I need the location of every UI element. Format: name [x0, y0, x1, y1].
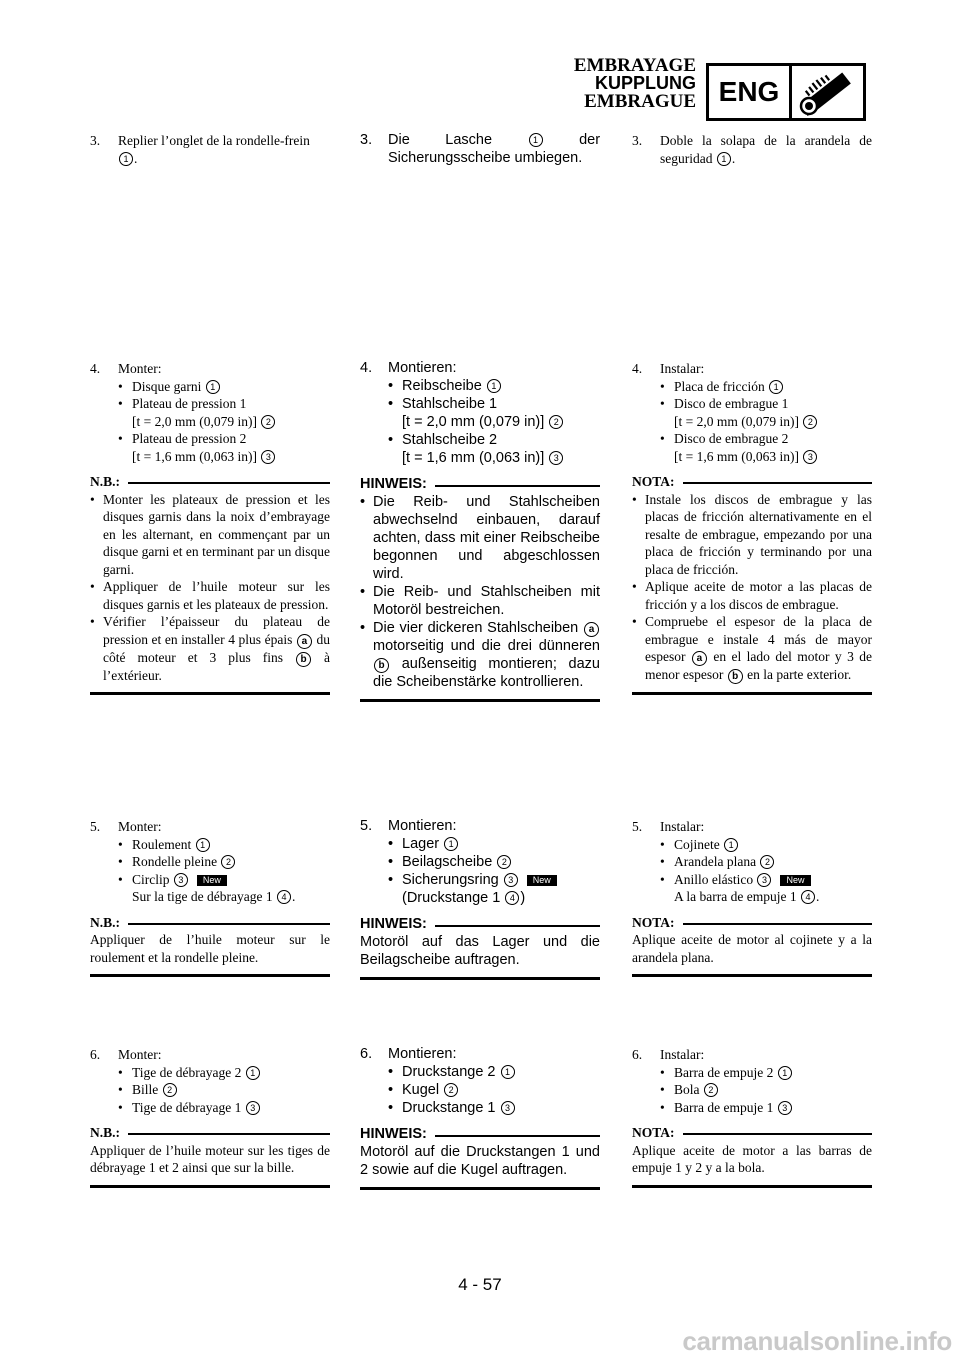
item-label: Lager	[402, 836, 440, 852]
step-text: Die Lasche	[388, 132, 493, 148]
item-label: Barra de empuje 2	[674, 1064, 774, 1080]
es-step-4: 4. Instalar: • Placa de fricción 1 • Disco de embrague 1 [t = 2,0 mm (0,079 in)] 2 • Disco de embrague 2 [t = 1,6 mm (0,063 in)] 3 NOTA: • Instale los discos de embrague y las placas de fricción alternativamente en el resalte de embrague, empezando por una placa de fricción y terminando por una placa de fricción. • Aplique aceite de motor a las placas de fricción y a los discos de embrague. • Compruebe el espesor de la placa de embrague e instale 4 más de mayor espesor a en el lado del motor y 3 de menor espesor b en la parte exterior.	[632, 360, 872, 695]
note-bullet-end: en la parte exterior.	[747, 667, 852, 682]
item-label: Sicherungsring	[402, 872, 499, 888]
callout-3: 3	[174, 873, 188, 887]
item-spec: [t = 2,0 mm (0,079 in)]	[402, 414, 545, 430]
note-box	[632, 1124, 872, 1188]
callout-1: 1	[769, 380, 783, 394]
note-bullet-end: à l’extérieur.	[103, 649, 331, 683]
note-text: Appliquer de l’huile moteur sur le roulement et la rondelle pleine.	[90, 932, 330, 965]
step-number: 3.	[90, 133, 101, 148]
callout-3: 3	[778, 1101, 792, 1115]
step-number: 3.	[360, 132, 373, 148]
note-box: HINWEIS: • Die Reib- und Stahlscheiben abwechselnd einbauen, darauf achten, dass mit einer Reibscheibe begonnen und abgeschlossen wird. • Die Reib- und Stahlscheiben mit Motoröl bestreichen. • Die vier dickeren Stahlscheiben a motorseitig und die drei dünneren b außenseitig montieren; dazu die Scheibenstärke kontrollieren.	[360, 475, 600, 702]
callout-1: 1	[196, 838, 210, 852]
callout-3: 3	[246, 1101, 260, 1115]
note-box	[90, 1124, 330, 1188]
item-label: Disco de embrague 2	[674, 431, 789, 446]
item-label: Placa de fricción	[674, 378, 765, 394]
step-text: Instalar:	[660, 1047, 705, 1062]
note-text: Motoröl auf das Lager und die Beilagscheibe auftragen.	[360, 934, 600, 968]
engine-cylinder-icon	[791, 66, 863, 118]
callout-3: 3	[501, 1101, 515, 1115]
fr-step-3	[90, 132, 330, 167]
item-label: Druckstange 1	[402, 1100, 496, 1116]
callout-1: 1	[529, 133, 543, 147]
callout-2: 2	[549, 415, 563, 429]
note-label: N.B.:	[90, 914, 120, 930]
note-bullet: Die vier dickeren Stahlscheiben	[373, 620, 579, 636]
de-step-6: 6. Montieren: • Druckstange 2 1 • Kugel 2 • Druckstange 1 3 HINWEIS: Motoröl auf die Druckstangen 1 und 2 sowie auf die Kugel auftragen.	[360, 1045, 600, 1190]
note-bullet: Compruebe el espesor de la placa de embrague e instale 4 más de mayor espesor	[645, 614, 872, 664]
callout-a: a	[297, 634, 312, 649]
step-text: Montieren:	[388, 360, 457, 376]
item-spec: [t = 1,6 mm (0,063 in)]	[132, 448, 257, 464]
page-number: 4 - 57	[458, 1275, 502, 1294]
callout-1: 1	[717, 152, 731, 166]
section-badge-label: ENG	[709, 66, 792, 118]
header-title-fr: EMBRAYAGE	[573, 55, 696, 76]
callout-b: b	[296, 652, 311, 667]
callout-1: 1	[246, 1066, 260, 1080]
callout-2: 2	[221, 855, 235, 869]
de-step-5: 5. Montieren: • Lager 1 • Beilagscheibe 2 • Sicherungsring 3 New (Druckstange 1 4 ) HINWEIS: Motoröl auf das Lager und die Beilagscheibe auftragen.	[360, 817, 600, 980]
header-title-es: EMBRAGUE	[584, 91, 696, 112]
note-box: N.B.: • Monter les plateaux de pression et les disques garnis dans la noix d’embrayage en les alternant, en commençant par un disque garni et en terminant par un disque garni. • Appliquer de l’huile moteur sur les disques garnis et les plateaux de pression. • Vérifier l’épaisseur du plateau de pression et en installer 4 plus épais a du côté moteur et 3 plus fins b à l’extérieur.	[90, 473, 330, 695]
watermark: carmanualsonline.info	[682, 1326, 952, 1356]
callout-2: 2	[803, 415, 817, 429]
item-spec: (Druckstange 1	[402, 890, 501, 906]
note-bullet: Die Reib- und Stahlscheiben abwechselnd einbauen, darauf achten, dass mit einer Reibscheibe begonnen und abgeschlossen wird.	[373, 494, 600, 582]
note-box	[360, 915, 600, 980]
item-label: Plateau de pression 2	[132, 431, 247, 446]
item-spec: A la barra de empuje 1	[674, 889, 797, 904]
callout-2: 2	[497, 855, 511, 869]
step-number: 6.	[360, 1046, 373, 1062]
de-step-4: 4. Montieren: • Reibscheibe 1 • Stahlscheibe 1 [t = 2,0 mm (0,079 in)] 2 • Stahlscheibe 2 [t = 1,6 mm (0,063 in)] 3 HINWEIS: • Die Reib- und Stahlscheiben abwechselnd einbauen, darauf achten, dass mit einer Reibscheibe begonnen und abgeschlossen wird. • Die Reib- und Stahlscheiben mit Motoröl bestreichen. • Die vier dickeren Stahlscheiben a motorseitig und die drei dünneren b außenseitig montieren; dazu die Scheibenstärke kontrollieren.	[360, 359, 600, 702]
step-number: 5.	[360, 818, 373, 834]
es-step-6: 6. Instalar: • Barra de empuje 2 1 • Bola 2 • Barra de empuje 1 3 NOTA: Aplique aceite de motor a las barras de empuje 1 y 2 y a la bola.	[632, 1046, 872, 1188]
callout-1: 1	[206, 380, 220, 394]
step-number: 3.	[632, 133, 643, 148]
callout-2: 2	[704, 1083, 718, 1097]
note-bullet-cont: motorseitig und die drei dünneren	[373, 638, 600, 654]
item-label: Barra de empuje 1	[674, 1099, 774, 1115]
callout-3: 3	[549, 451, 563, 465]
note-bullet: Appliquer de l’huile moteur sur les disques garnis et les plateaux de pression.	[103, 579, 330, 612]
callout-4: 4	[801, 890, 815, 904]
note-label: NOTA:	[632, 914, 675, 930]
de-step-3	[360, 131, 600, 167]
item-label: Reibscheibe	[402, 378, 482, 394]
item-label: Stahlscheibe 1	[402, 396, 498, 412]
callout-1: 1	[444, 837, 458, 851]
note-bullet: Instale los discos de embrague y las placas de fricción alternativamente en el resalte de embrague, empezando por una placa de fricción y terminando por una placa de fricción.	[645, 491, 872, 577]
step-text: Doble la solapa de la arandela de seguridad	[660, 133, 872, 166]
callout-b: b	[374, 658, 389, 673]
step-text: Montieren:	[388, 818, 457, 834]
note-bullet-cont: en el lado del motor y 3 de menor espesor	[645, 649, 872, 682]
item-spec: [t = 2,0 mm (0,079 in)]	[674, 413, 799, 429]
item-label: Stahlscheibe 2	[402, 432, 498, 448]
callout-4: 4	[505, 891, 519, 905]
note-bullet: Aplique aceite de motor a las placas de fricción y a los discos de embrague.	[645, 579, 872, 612]
note-label: HINWEIS:	[360, 476, 427, 492]
step-number: 6.	[632, 1047, 643, 1062]
fr-step-4: 4. Monter: • Disque garni 1 • Plateau de pression 1 [t = 2,0 mm (0,079 in)] 2 • Plateau de pression 2 [t = 1,6 mm (0,063 in)] 3 N.B.: • Monter les plateaux de pression et les disques garnis dans la noix d’embrayage en les alternant, en commençant par un disque garni et en terminant par un disque garni. • Appliquer de l’huile moteur sur les disques garnis et les plateaux de pression. • Vérifier l’épaisseur du plateau de pression et en installer 4 plus épais a du côté moteur et 3 plus fins b à l’extérieur.	[90, 360, 330, 695]
item-label: Beilagscheibe	[402, 854, 493, 870]
item-spec: [t = 1,6 mm (0,063 in)]	[402, 450, 545, 466]
callout-2: 2	[760, 855, 774, 869]
note-bullet: Monter les plateaux de pression et les disques garnis dans la noix d’embrayage en les alternant, en commençant par un disque garni et en terminant par un disque garni.	[103, 491, 330, 577]
item-spec: [t = 1,6 mm (0,063 in)]	[674, 448, 799, 464]
step-number: 4.	[632, 361, 643, 376]
note-text: Aplique aceite de motor a las barras de empuje 1 y 2 y a la bola.	[632, 1142, 872, 1175]
note-bullet-cont: du côté moteur et 3 plus fins	[103, 631, 331, 665]
step-number: 6.	[90, 1047, 101, 1062]
callout-3: 3	[504, 873, 518, 887]
item-label: Anillo elástico	[674, 871, 754, 887]
step-number: 5.	[632, 819, 643, 834]
callout-2: 2	[261, 415, 275, 429]
step-number: 5.	[90, 819, 101, 834]
header-title-de: KUPPLUNG	[594, 73, 696, 93]
step-end: .	[731, 150, 736, 166]
note-label: N.B.:	[90, 474, 120, 489]
callout-2: 2	[163, 1083, 177, 1097]
step-text: Montieren:	[388, 1046, 457, 1062]
note-label: NOTA:	[632, 1125, 675, 1140]
item-end: )	[520, 890, 526, 906]
callout-3: 3	[757, 873, 771, 887]
step-end: .	[134, 150, 138, 166]
item-label: Tige de débrayage 2	[132, 1064, 242, 1080]
callout-3: 3	[261, 450, 275, 464]
item-end: .	[815, 889, 820, 904]
callout-a: a	[692, 651, 707, 666]
es-step-3	[632, 132, 872, 167]
es-step-5: 5. Instalar: • Cojinete 1 • Arandela plana 2 • Anillo elástico 3 New A la barra de empuje 1 4 . NOTA: Aplique aceite de motor al cojinete y a la arandela plana.	[632, 818, 872, 977]
note-bullet: Die Reib- und Stahlscheiben mit Motoröl bestreichen.	[373, 584, 600, 618]
step-number: 4.	[90, 361, 101, 376]
item-label: Disque garni	[132, 378, 202, 394]
item-label: Plateau de pression 1	[132, 396, 247, 411]
item-label: Rondelle pleine	[132, 854, 218, 869]
fr-step-6: 6. Monter: • Tige de débrayage 2 1 • Bille 2 • Tige de débrayage 1 3 N.B.: Appliquer de l’huile moteur sur les tiges de débrayage 1 et 2 ainsi que sur la bille.	[90, 1046, 330, 1188]
note-bullet-end: außenseitig montieren; dazu die Scheibenstärke kontrollieren.	[373, 656, 600, 690]
callout-1: 1	[119, 152, 133, 166]
new-part-badge: New	[197, 875, 227, 886]
note-text: Motoröl auf die Druckstangen 1 und 2 sowie auf die Kugel auftragen.	[360, 1144, 600, 1178]
note-box	[360, 1125, 600, 1190]
step-text: Instalar:	[660, 361, 705, 376]
note-label: NOTA:	[632, 474, 675, 489]
item-label: Circlip	[132, 871, 170, 887]
step-text: Monter:	[118, 361, 162, 376]
item-spec: Sur la tige de débrayage 1	[132, 889, 273, 904]
step-number: 4.	[360, 360, 373, 376]
item-label: Disco de embrague 1	[674, 396, 789, 411]
step-text-cont: der Sicherungsscheibe umbiegen.	[388, 132, 601, 166]
note-box: NOTA: • Instale los discos de embrague y las placas de fricción alternativamente en el resalte de embrague, empezando por una placa de fricción y terminando por una placa de fricción. • Aplique aceite de motor a las placas de fricción y a los discos de embrague. • Compruebe el espesor de la placa de embrague e instale 4 más de mayor espesor a en el lado del motor y 3 de menor espesor b en la parte exterior.	[632, 473, 872, 695]
step-text: Replier l’onglet de la rondelle-frein	[118, 133, 310, 148]
callout-2: 2	[444, 1083, 458, 1097]
callout-3: 3	[803, 450, 817, 464]
new-part-badge: New	[527, 875, 557, 886]
note-box	[90, 914, 330, 978]
item-label: Bola	[674, 1082, 700, 1097]
item-end: .	[291, 889, 296, 904]
callout-1: 1	[501, 1065, 515, 1079]
item-label: Arandela plana	[674, 854, 757, 869]
callout-1: 1	[487, 379, 501, 393]
callout-1: 1	[724, 838, 738, 852]
step-text: Monter:	[118, 1047, 162, 1062]
callout-1: 1	[778, 1066, 792, 1080]
section-badge	[706, 63, 866, 121]
note-label: HINWEIS:	[360, 916, 427, 932]
fr-step-5: 5. Monter: • Roulement 1 • Rondelle pleine 2 • Circlip 3 New Sur la tige de débrayage 1 4 . N.B.: Appliquer de l’huile moteur sur le roulement et la rondelle pleine.	[90, 818, 330, 977]
note-text: Appliquer de l’huile moteur sur les tiges de débrayage 1 et 2 ainsi que sur la bille.	[90, 1142, 330, 1175]
item-label: Bille	[132, 1082, 159, 1097]
callout-a: a	[584, 622, 599, 637]
note-label: HINWEIS:	[360, 1126, 427, 1142]
item-label: Roulement	[132, 836, 192, 852]
item-label: Kugel	[402, 1082, 440, 1098]
new-part-badge: New	[780, 875, 810, 886]
callout-b: b	[728, 669, 743, 684]
step-text: Monter:	[118, 819, 162, 834]
callout-4: 4	[277, 890, 291, 904]
item-spec: [t = 2,0 mm (0,079 in)]	[132, 413, 257, 429]
note-text: Aplique aceite de motor al cojinete y a la arandela plana.	[632, 932, 872, 965]
note-box	[632, 914, 872, 978]
note-bullet: Vérifier l’épaisseur du plateau de pression et en installer 4 plus épais	[103, 614, 330, 647]
item-label: Tige de débrayage 1	[132, 1099, 242, 1115]
item-label: Cojinete	[674, 836, 720, 852]
note-label: N.B.:	[90, 1125, 120, 1140]
item-label: Druckstange 2	[402, 1064, 496, 1080]
step-text: Instalar:	[660, 819, 705, 834]
